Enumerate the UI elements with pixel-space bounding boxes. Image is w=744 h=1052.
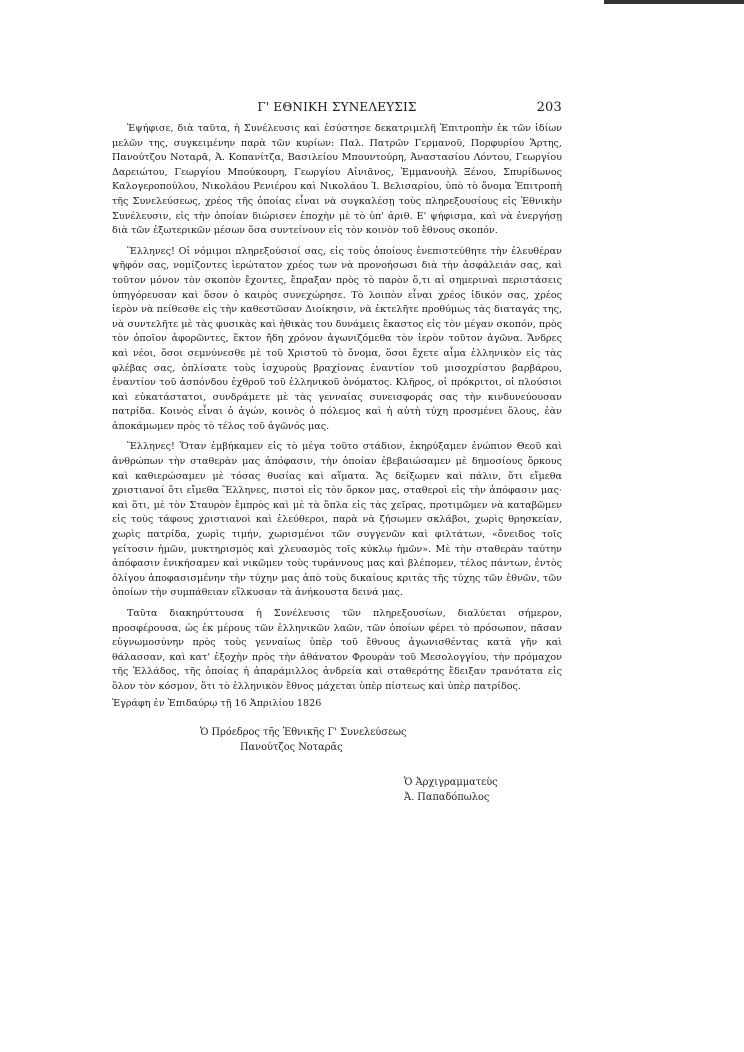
- secretary-title: Ὁ Ἀρχιγραμματεὺς: [404, 777, 498, 789]
- paragraph-appeal-second: Ἕλληνες! Ὅταν ἐμβήκαμεν εἰς τὸ μέγα τοῦτο στάδιον, ἐκηρύξαμεν ἐνώπιον Θεοῦ καὶ ἀνθρώπων τὴν σταθερὰν μας ἀπόφασιν, τὴν ὁποίαν ἐβεβαιώσαμεν μὲ δημοσίους ὅρκους καὶ καθιερώσαμεν μὲ τόσας θυσίας καὶ αἵματα. Ἄς δείξωμεν καὶ πάλιν, ὅτι εἴμεθα χριστιανοί ὅτι εἴμεθα Ἕλληνες, πιστοὶ εἰς τὸν ὅρκον μας, σταθεροὶ εἰς τὴν ἀπόφασιν μας· καὶ ὅτι, μὲ τὸν Σταυρὸν ἔμπρὸς καὶ μὲ τὰ ὅπλα εἰς τὰς χεῖρας, προτιμῶμεν νὰ καταβῶμεν εἰς τοὺς τάφους χριστιανοὶ καὶ ἐλεύθεροι, παρὰ νὰ ζήσωμεν σκλάβοι, χωρὶς θρησκείαν, χωρὶς πατρίδα, χωρὶς τιμήν, χωρισμένοι τῶν συγγενῶν καὶ φιλτάτων, «ὄνειδος τοῖς γείτοσιν ἡμῶν, μυκτηρισμὸς καὶ χλευασμὸς τοῖς κύκλῳ ἡμῶν». Μὲ τὴν σταθερὰν ταύτην ἀπόφασιν ἐνικήσαμεν καὶ νικῶμεν τοὺς τυράννους μας καὶ βλέπομεν, τέλος πάντων, ἐντὸς ὀλίγου ἀποφασισμένην τὴν τύχην μας ἀπὸ τοὺς δικαίους κριτὰς τῆς τύχης τῶν ἐθνῶν, τῶν ὁποίων τὴν συμπάθειαν εἵλκυσαν τὰ ἀνήκουστα δεινά μας.: [112, 441, 562, 599]
- page-number: 203: [536, 100, 562, 115]
- running-title: Γ' ΕΘΝΙΚΗ ΣΥΝΕΛΕΥΣΙΣ: [257, 100, 417, 114]
- page-header: [112, 100, 562, 122]
- document-body: [112, 122, 562, 711]
- president-title: Ὁ Πρόεδρος τῆς Ἐθνικῆς Γ' Συνελεύσεως: [200, 727, 407, 739]
- top-edge-rule: [604, 0, 744, 4]
- secretary-name: Ἀ. Παπαδόπωλος: [404, 792, 490, 804]
- paragraph-appeal-first: Ἕλληνες! Οἱ νόμιμοι πληρεξούσιοί σας, εἰς τοὺς ὁποίους ἐνεπιστεύθητε τὴν ἐλευθέραν ψῆφόν σας, νομίζοντες ἱερώτατον χρέος των νὰ προνοήσωσι διὰ τὴν ἀσφάλειάν σας, καὶ τοῦτον μόνον τὸν σκοπὸν ἔχοντες, ἔπραξαν πρὸς τὸ παρὸν ὅ,τι αἱ σημεριναὶ περιστάσεις ὑπηγόρευσαν καὶ ὅσον ὁ καιρὸς συνεχώρησε. Τὸ λοιπὸν εἶναι χρέος ἰδικόν σας, χρέος ἱερὸν νὰ πείθεσθε εἰς τὴν καθεστῶσαν Διοίκησιν, νὰ ἐκτελῆτε προθύμως τὰς διαταγάς της, νὰ συντελῆτε μὲ τὰς φυσικὰς καὶ ἠθικὰς του δυνάμεις ἕκαστος εἰς τὸν μέγαν σκοπόν, πρὸς τὸν ὁποῖον ἀφορῶντες, ἕκτον ἤδη χρόνον ἀγωνιζόμεθα τὸν ἱερὸν τοῦτον ἀγῶνα. Ἄνδρες καὶ νέοι, ὅσοι σεμνύνεσθε μὲ τοῦ Χριστοῦ τὸ ὄνομα, ὅσοι ἔχετε αἷμα ἑλληνικὸν εἰς τὰς φλέβας σας, ὁπλίσατε τοὺς ἰσχυροὺς βραχίονας ἐναντίον τοῦ μισοχρίστου βαρβάρου, ἐναντίον τοῦ ἀσπόνδου ἐχθροῦ τοῦ ἑλληνικοῦ ὀνόματος. Κλῆρος, οἱ πρόκριτοι, οἱ πλούσιοι καὶ εὐκατάστατοι, συνδράμετε μὲ τὰς γενναίας συνεισφοράς σας τὴν κινδυνεύουσαν πατρίδα. Κοινὸς εἶναι ὁ ἀγών, κοινὸς ὁ πόλεμος καὶ ἡ αὐτὴ τύχη προσμένει ὅλους, ἐὰν ἀποκάμωμεν πρὸς τὸ τέλος τοῦ ἀγῶνός μας.: [112, 245, 562, 432]
- paragraph-dissolution: Ταῦτα διακηρύττουσα ἡ Συνέλευσις τῶν πληρεξουσίων, διαλύεται σήμερον, προσφέρουσα, ὡς ἐκ μέρους τῶν ἑλληνικῶν λαῶν, τῶν ὁποίων φέρει τὸ πρόσωπον, πᾶσαν εὐγνωμοσύνην πρὸς τοὺς γενναίως ὑπὲρ τοῦ ἔθνους ἀγωνισθέντας κατὰ γῆν καὶ θάλασσαν, καὶ κατ' ἐξοχὴν πρὸς τὴν ἀθάνατον Φρουρὰν τοῦ Μεσολογγίου, τὴν πρόμαχον τῆς Ἑλλάδος, τῆς ὁποίας ἡ ἀπαράμιλλος ἀνδρεία καὶ σταθερότης ἔδειξαν τρανότατα εἰς ὅλον τὸν κόσμον, ὅτι τὸ ἑλληνικὸν ἔθνος μάχεται ὑπὲρ πίστεως καὶ ὑπὲρ πατρίδος.: [112, 608, 562, 692]
- president-name: Πανούτζος Νοταρᾶς: [240, 742, 343, 754]
- document-page: [112, 100, 562, 805]
- paragraph-committee: Ἐψήφισε, διὰ ταῦτα, ἡ Συνέλευσις καὶ ἐσύστησε δεκατριμελῆ Ἐπιτροπὴν ἐκ τῶν ἰδίων μελῶν της, συγκειμένην παρὰ τῶν κυρίων: Παλ. Πατρῶν Γερμανοῦ, Πορφυρίου Ἄρτης, Πανούτζου Νοταρᾶ, Ἀ. Κοπανίτζα, Βασιλείου Μπουντούρη, Ἀναστασίου Λόντου, Γεωργίου Δαρειώτου, Γεωργίου Μπούκουρη, Γεωργίου Αἰνιᾶνος, Ἐμμανουὴλ Ξένου, Σπυρίδωνος Καλογεροπούλου, Νικολάου Ρενιέρου καὶ Νικολάου Ἰ. Βελισαρίου, ὑπὸ τὸ ὄνομα Ἐπιτροπὴ τῆς Συνελεύσεως, χρέος τῆς ὁποίας εἶναι νὰ συγκαλέσῃ τοὺς πληρεξουσίους εἰς Ἐθνικὴν Συνέλευσιν, εἰς τὴν ὁποίαν διώρισεν ἐποχὴν μὲ τὸ ὑπ' ἀριθ. Ε' ψήφισμα, καὶ νὰ ἐνεργήσῃ διὰ τῶν ἐξωτερικῶν μέσων ὅσα συντείνουν εἰς τὸν κοινὸν τοῦ ἔθνους σκοπόν.: [112, 123, 562, 237]
- signatures: [112, 725, 562, 805]
- date-line: Ἐγράφη ἐν Ἐπιδαύρῳ τῇ 16 Ἀπριλίου 1826: [112, 697, 322, 709]
